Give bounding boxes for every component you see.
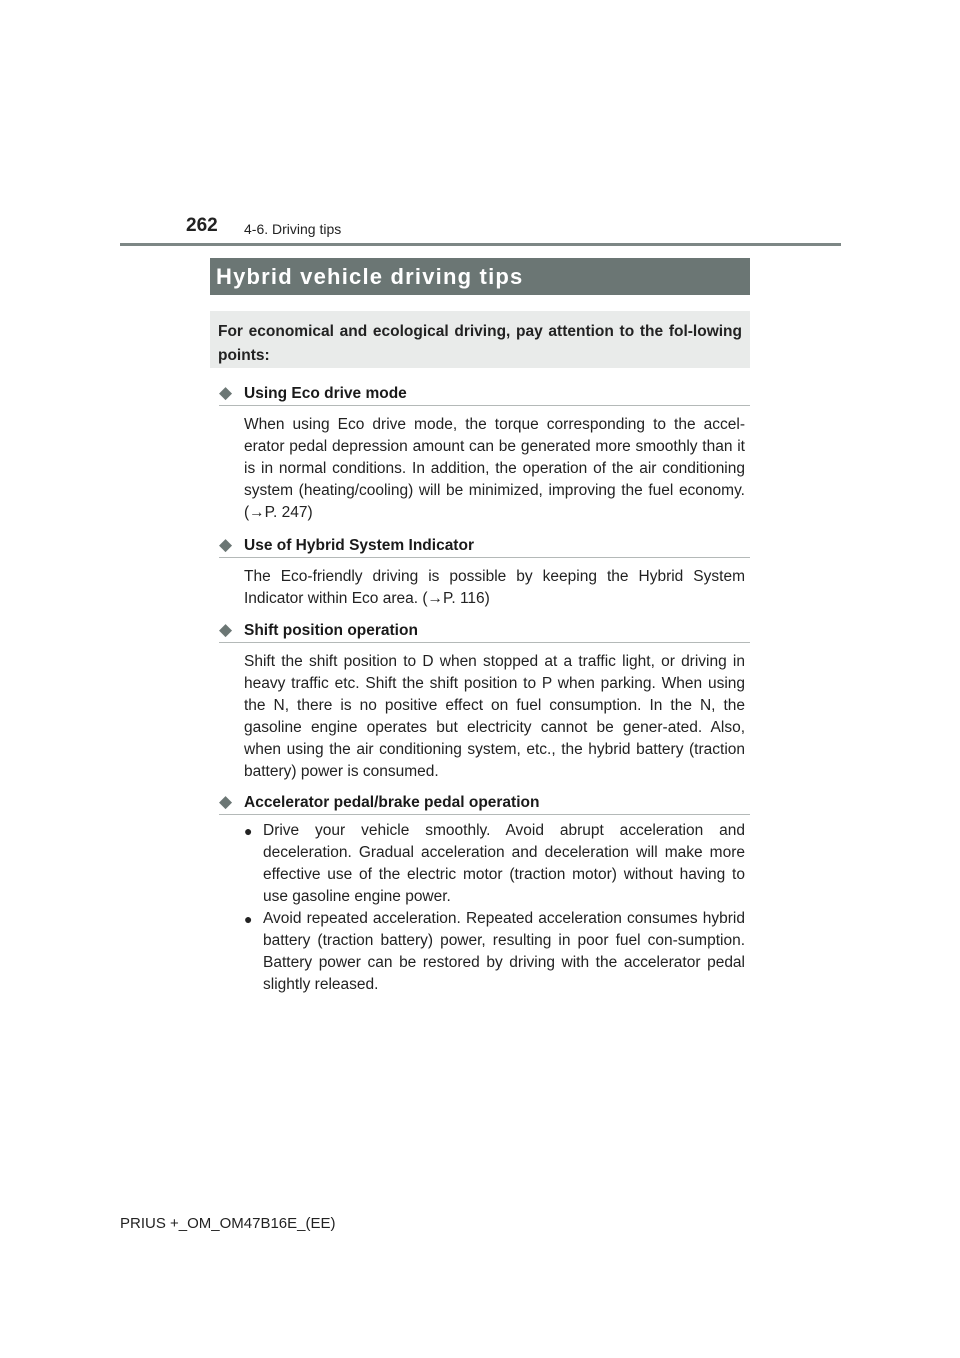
diamond-icon: ◆ (219, 535, 233, 554)
section-heading-eco-mode (219, 382, 750, 406)
list-item (244, 820, 745, 908)
page-title: Hybrid vehicle driving tips (210, 258, 750, 295)
section-heading-hybrid-indicator (219, 534, 750, 558)
header-rule (120, 243, 841, 246)
diamond-icon: ◆ (219, 620, 233, 639)
section-heading-label: Shift position operation (244, 622, 418, 639)
chapter-label: 4-6. Driving tips (244, 221, 342, 237)
bullet-icon: ● (244, 823, 253, 839)
diamond-icon: ◆ (219, 383, 233, 402)
section-body-shift-position: Shift the shift position to D when stopped at a traffic light, or driving in heavy traffic etc. Shift the shift position to P when parking. When using the N, there is no positive effect on fuel consumption. In the N, the gasoline engine operates but electricity cannot be gener-ated. Also, when using the air conditioning system, etc., the hybrid battery (traction battery) power is consumed. (244, 653, 745, 780)
section-heading-label: Using Eco drive mode (244, 385, 407, 402)
section-body-hybrid-indicator: The Eco-friendly driving is possible by keeping the Hybrid System Indicator within Eco area. (→P. 116) (244, 568, 745, 607)
section-heading-shift-position (219, 619, 750, 643)
intro-box (210, 311, 750, 368)
section-heading-label: Accelerator pedal/brake pedal operation (244, 794, 540, 811)
section-body-eco-mode: When using Eco drive mode, the torque corresponding to the accel-erator pedal depression amount can be generated more smoothly than it is in normal conditions. In addition, the operation of the air conditioning system (heating/cooling) will be minimized, improving the fuel economy. (→P. 247) (244, 416, 745, 521)
section-heading-pedal-operation (219, 791, 750, 815)
section-heading-label: Use of Hybrid System Indicator (244, 537, 474, 554)
page-number: 262 (186, 215, 218, 236)
list-item-text: Avoid repeated acceleration. Repeated acceleration consumes hybrid battery (traction battery) power, resulting in poor fuel con-sumption. Battery power can be restored by driving with the accelerator pedal slightly released. (263, 910, 745, 993)
intro-text: For economical and ecological driving, pay attention to the fol-lowing points: (218, 323, 742, 364)
bullet-icon: ● (244, 911, 253, 927)
diamond-icon: ◆ (219, 792, 233, 811)
list-item (244, 908, 745, 996)
list-item-text: Drive your vehicle smoothly. Avoid abrupt acceleration and deceleration. Gradual acceleration and deceleration will make more effective use of the electric motor (traction motor) without having to use gasoline engine power. (263, 822, 745, 905)
footer-doc-code: PRIUS +_OM_OM47B16E_(EE) (120, 1215, 336, 1232)
